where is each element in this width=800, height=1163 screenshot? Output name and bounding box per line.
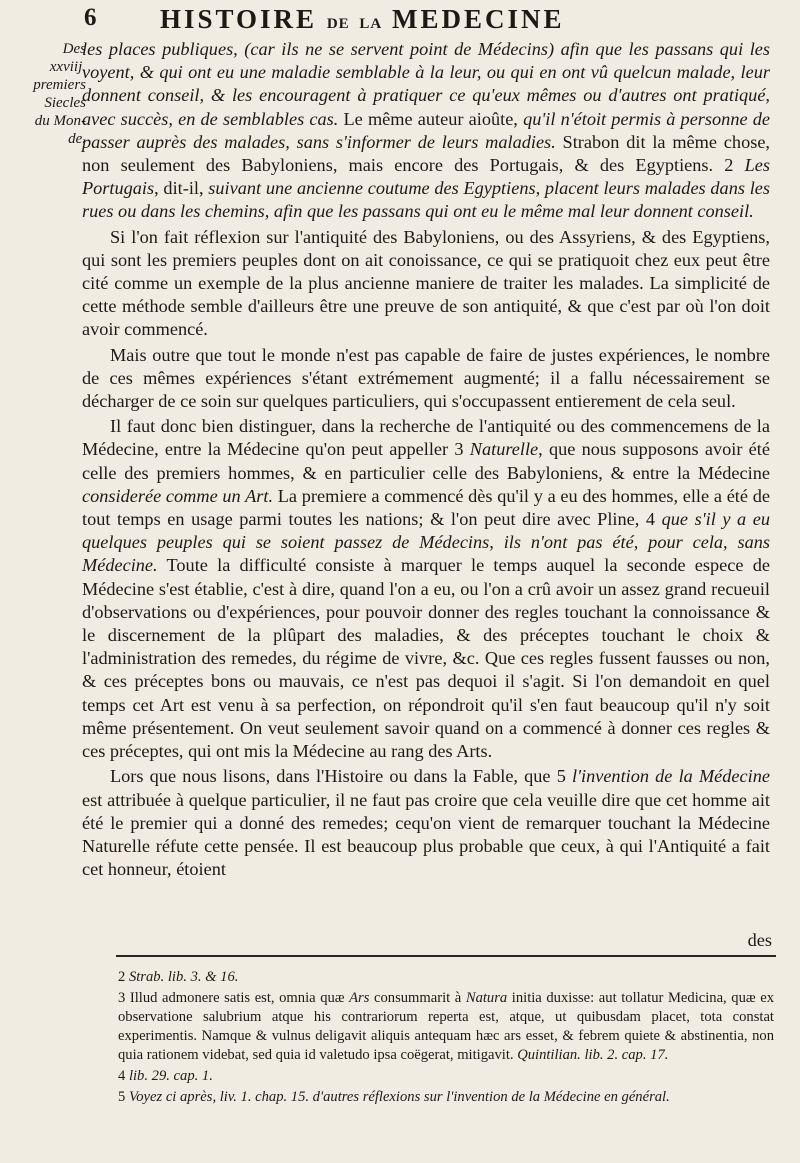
paragraph: [82, 226, 770, 342]
italic-text-run: suivant une ancienne coutume des Egyptiens, placent leurs malades dans les rues ou dans les chemins, afin que les passans qui ont eu le même mal leur donnent conseil.: [82, 178, 770, 222]
margin-note-line: Siecles: [44, 95, 86, 111]
text-run: 4: [118, 1068, 129, 1084]
text-run: Il faut donc bien distinguer, dans la recherche de l'antiquité ou des commencemens de la Médecine, entre la Médecine qu'on peut appeller 3: [82, 416, 770, 460]
text-run: Lors que nous lisons, dans l'Histoire ou dans la Fable, que 5: [110, 766, 572, 787]
italic-text-run: les places publiques, (car ils ne se servent point de Médecins) afin que les passans qui les voyent, & qui ont eu une maladie semblable à la leur, ou qui en ont vû quelcun malade, leur donnent conseil, & les encouragent à pratiquer ce qu'eux mêmes ou d'autres ont pratiqué, avec succès, en de semblables cas.: [82, 39, 770, 129]
margin-note-line: Des: [62, 41, 86, 57]
footnotes: [118, 968, 774, 1109]
margin-note-line: premiers: [33, 77, 86, 93]
margin-note-line: de.: [68, 131, 86, 147]
page-number: 6: [84, 4, 97, 31]
catchword: des: [747, 930, 772, 950]
paragraph: [82, 415, 770, 763]
text-run: La premiere a commencé dès qu'il y a eu des hommes, elle a été de tout temps en usage parmi toutes les nations; & l'on peut dire avec Pline, 4: [82, 485, 770, 530]
main-text: [82, 38, 770, 881]
footnote: [118, 968, 774, 987]
text-run: Strabon dit la même chose, non seulement des Babyloniens, mais encore des Portugais, & des Egyptiens. 2: [82, 131, 771, 176]
paragraph: [82, 344, 770, 414]
text-run: Le même auteur aioûte,: [338, 108, 524, 129]
text-run: initia duxisse: aut tollatur Medicina, quæ ex observatione salubrium atque his contrariorum reperta est, atque, ut quibusdam placet, tota constat experimentis. Namque & vulnus deligavit aliquis antequam hæc ars esset, & febrem quiete & abstinentia, non quia rationem videbat, sed quia id valetudo ipsa coëgerat, mitigavit.: [118, 990, 774, 1063]
footnote: [118, 989, 774, 1065]
margin-note: [28, 40, 86, 148]
running-title: [160, 4, 565, 35]
italic-text-run: Naturelle: [469, 439, 539, 460]
footnote: [118, 1088, 774, 1107]
italic-text-run: considerée comme un Art.: [82, 485, 274, 506]
paragraph: [82, 765, 770, 881]
footnote-rule: [116, 955, 776, 957]
text-run: 3 Illud admonere satis est, omnia quæ: [118, 990, 350, 1006]
footnote: [118, 1067, 774, 1086]
italic-text-run: Les Portugais: [82, 155, 770, 199]
text-run: consummarit à: [369, 990, 466, 1006]
italic-text-run: que s'il y a eu quelques peuples qui se soient passez de Médecins, ils n'ont pas été, pour cela, sans Médecine.: [82, 509, 771, 576]
text-run: , que nous supposons avoir été celle des premiers hommes, & en particulier celle des Babyloniens, & entre la Médecine: [82, 439, 770, 483]
text-run: , dit-il,: [154, 178, 209, 199]
italic-text-run: Voyez ci après, liv. 1. chap. 15. d'autres réflexions sur l'invention de la Médecine en général.: [128, 1089, 670, 1105]
italic-text-run: qu'il n'étoit permis à personne de passer auprès des malades, sans s'informer de leurs maladies.: [82, 108, 770, 152]
text-run: Si l'on fait réflexion sur l'antiquité des Babyloniens, ou des Assyriens, & des Egyptiens, qui sont les premiers peuples dont on ait conoissance, ce qui se pratiquoit chez eux peut être cité comme un exemple de la plus ancienne maniere de traiter les malades. La simplicité de cette méthode semble d'ailleurs être une preuve de son antiquité, & que c'est par où l'on doit avoir commencé.: [82, 226, 770, 340]
italic-text-run: Strab. lib. 3. & 16.: [128, 969, 239, 985]
title-medecine: MEDECINE: [392, 4, 565, 34]
text-run: Toute la difficulté consiste à marquer le temps auquel la seconde espece de Médecine s'est établie, c'est à dire, quand l'on a eu, ou l'on a crû avoir un assez grand recueuil d'observations ou d'expériences, pour pouvoir donner des regles touchant la connoissance & le discernement de la plûpart des maladies, & des préceptes touchant le choix & l'administration des remedes, du régime de vivre, &c. Que ces regles fussent fausses ou non, & ces préceptes bons ou mauvais, ce n'est pas dequoi il s'agit. Si l'on demandoit en quel temps cet Art est venu à sa perfection, on répondroit qu'il s'en faut beaucoup qu'il n'y soit même présentement. On veut seulement savoir quand on a commencé à donner ces regles & ces préceptes, qui ont mis la Médecine au rang des Arts.: [82, 555, 770, 762]
text-run: 2: [118, 969, 129, 985]
italic-text-run: l'invention de la Médecine: [572, 766, 770, 787]
text-run: Mais outre que tout le monde n'est pas capable de faire de justes expériences, le nombre de ces mêmes expériences s'étant extrémement augmenté; il a fallu nécessairement se décharger de ce soin sur quelques particuliers, qui s'occupassent entierement de cela seul.: [82, 344, 770, 412]
italic-text-run: Quintilian. lib. 2. cap. 17.: [517, 1047, 669, 1063]
margin-note-line: xxviij.: [49, 59, 86, 75]
title-la: LA: [359, 16, 383, 32]
text-run: est attribuée à quelque particulier, il ne faut pas croire que cela veuille dire que cet homme ait été le premier qui a donné des remedes; cequ'on vient de remarquer touchant la Médecine Naturelle réfute cette pensée. Il est beaucoup plus probable que ceux, à qui l'Antiquité a fait cet honneur, étoient: [82, 789, 770, 880]
italic-text-run: Natura: [465, 990, 508, 1006]
title-histoire: HISTOIRE: [160, 4, 318, 34]
paragraph: [82, 38, 770, 224]
running-header: [60, 4, 780, 40]
margin-note-line: du Mon-: [34, 113, 86, 129]
italic-text-run: Ars: [349, 990, 370, 1006]
title-de: DE: [326, 16, 350, 32]
italic-text-run: lib. 29. cap. 1.: [128, 1068, 213, 1084]
text-run: 5: [118, 1089, 129, 1105]
